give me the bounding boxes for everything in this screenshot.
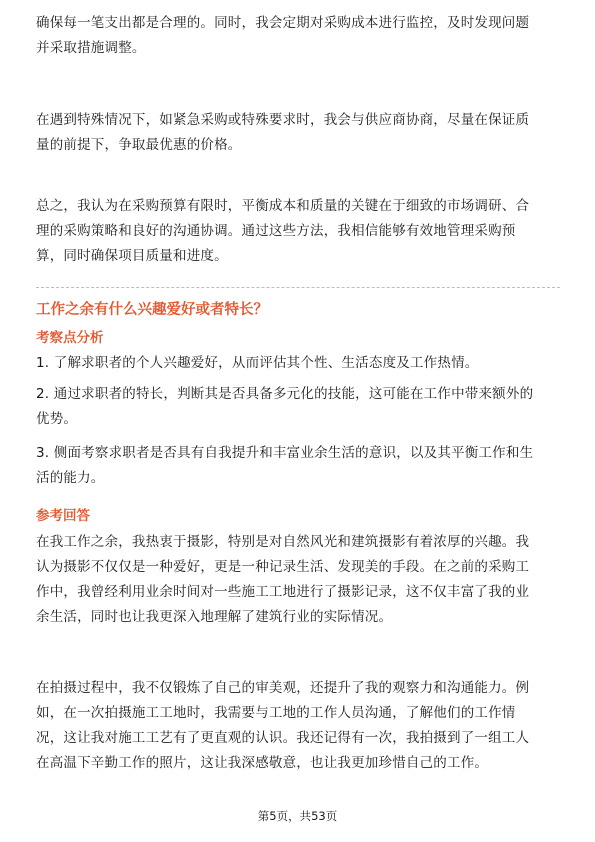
question-heading: 工作之余有什么兴趣爱好或者特长？ xyxy=(36,302,268,318)
page-number: 第5页，共53页 xyxy=(257,809,338,823)
text-line: 优势。 xyxy=(36,411,78,427)
text-line: 余生活，同时也让我更深入地理解了建筑行业的实际情况。 xyxy=(36,609,393,625)
text-line: 并采取措施调整。 xyxy=(36,40,146,56)
text-line: 作中，我曾经利用业余时间对一些施工工地进行了摄影记录，这不仅丰富了我的业 xyxy=(36,584,530,600)
text-line: 理的采购策略和良好的沟通协调。通过这些方法，我相信能够有效地管理采购预 xyxy=(36,223,516,239)
answer-paragraph-1 xyxy=(36,530,560,630)
text-line: 在遇到特殊情况下，如紧急采购或特殊要求时，我会与供应商协商，尽量在保证质 xyxy=(36,112,530,128)
text-line: 在高温下辛勤工作的照片，这让我深感敬意，也让我更加珍惜自己的工作。 xyxy=(36,755,489,771)
intro-paragraph-3 xyxy=(36,194,560,269)
text-line: 如，在一次拍摄施工工地时，我需要与工地的工作人员沟通，了解他们的工作情 xyxy=(36,705,516,721)
text-line: 算，同时确保项目质量和进度。 xyxy=(36,248,228,264)
analysis-heading: 考察点分析 xyxy=(36,330,104,346)
text-line: 认为摄影不仅仅是一种爱好，更是一种记录生活、发现美的手段。在之前的采购工 xyxy=(36,559,530,575)
analysis-point-2 xyxy=(36,382,560,432)
text-line: 确保每一笔支出都是合理的。同时，我会定期对采购成本进行监控，及时发现问题 xyxy=(36,15,530,31)
text-line: 在我工作之余，我热衷于摄影，特别是对自然风光和建筑摄影有着浓厚的兴趣。我 xyxy=(36,534,530,550)
section-divider xyxy=(36,287,560,288)
analysis-point-1 xyxy=(36,351,560,376)
text-line: 况，这让我对施工工艺有了更直观的认识。我还记得有一次，我拍摄到了一组工人 xyxy=(36,730,530,746)
text-line: 1. 了解求职者的个人兴趣爱好，从而评估其个性、生活态度及工作热情。 xyxy=(36,355,479,371)
text-line: 2. 通过求职者的特长，判断其是否具备多元化的技能，这可能在工作中带来额外的 xyxy=(36,386,534,402)
intro-paragraph-2 xyxy=(36,108,560,158)
analysis-point-3 xyxy=(36,441,560,491)
answer-heading: 参考回答 xyxy=(36,508,90,524)
text-line: 量的前提下，争取最优惠的价格。 xyxy=(36,137,242,153)
text-line: 3. 侧面考察求职者是否具有自我提升和丰富业余生活的意识，以及其平衡工作和生 xyxy=(36,445,534,461)
text-line: 活的能力。 xyxy=(36,470,105,486)
text-line: 总之，我认为在采购预算有限时，平衡成本和质量的关键在于细致的市场调研、合 xyxy=(36,198,530,214)
answer-paragraph-2 xyxy=(36,676,560,776)
text-line: 在拍摄过程中，我不仅锻炼了自己的审美观，还提升了我的观察力和沟通能力。例 xyxy=(36,680,530,696)
intro-paragraph-1 xyxy=(36,11,560,61)
